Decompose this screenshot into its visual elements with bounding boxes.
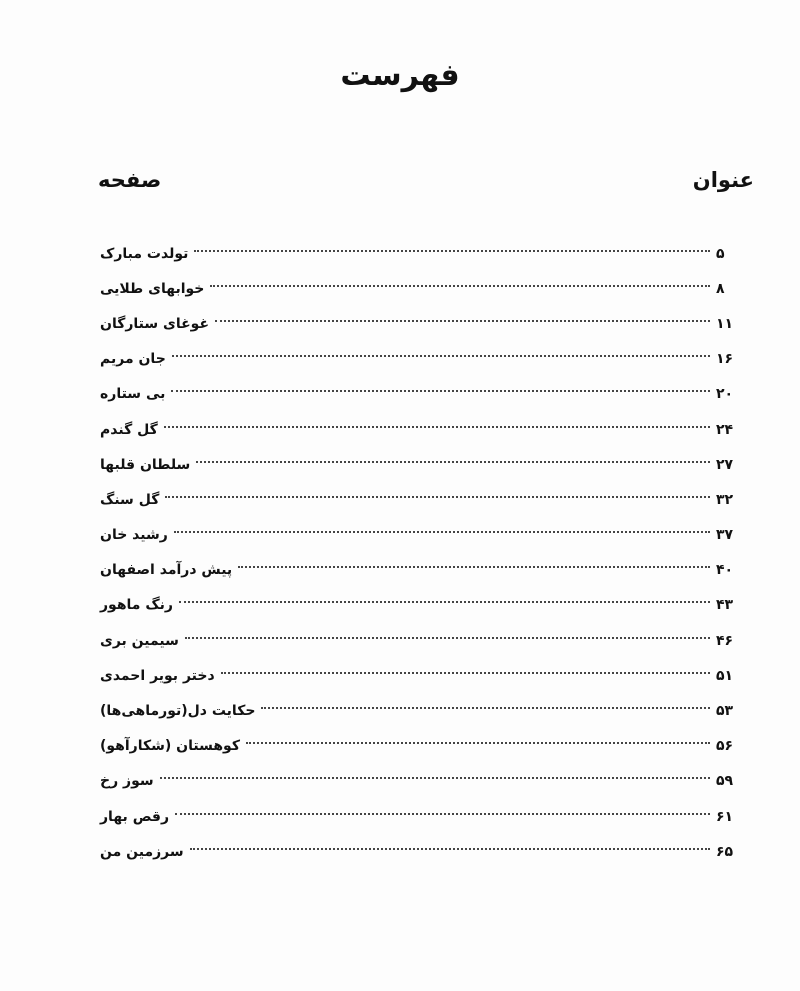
toc-row [96, 271, 742, 306]
toc-row [96, 658, 742, 693]
toc-page-number: ۲۴ [716, 421, 734, 438]
dot-leader [238, 566, 710, 568]
toc-row [96, 693, 742, 728]
toc-row [96, 729, 742, 764]
dot-leader [179, 601, 710, 603]
toc-page-number: ۴۳ [716, 597, 734, 614]
toc-page-number: ۲۰ [716, 386, 734, 403]
toc-entry-title: خوابهای طلایی [100, 280, 205, 297]
dot-leader [196, 461, 710, 463]
toc-row [96, 342, 742, 377]
toc-row [96, 588, 742, 623]
toc-entry-title: سیمین بری [100, 632, 179, 649]
toc-entry-title: تولدت مبارک [100, 245, 189, 262]
toc-page-number: ۴۰ [716, 562, 734, 579]
toc-row [96, 799, 742, 834]
toc-page-number: ۵۶ [716, 738, 734, 755]
dot-leader [185, 637, 710, 639]
dot-leader [164, 426, 710, 428]
toc-row [96, 764, 742, 799]
dot-leader [221, 672, 710, 674]
toc-page-number: ۸ [716, 280, 725, 297]
page-column-header: صفحه [98, 168, 162, 192]
toc-page-number: ۳۲ [716, 491, 734, 508]
toc-entry-title: حکایت دل(تورماهی‌ها) [100, 703, 256, 720]
toc-page-number: ۶۵ [716, 843, 734, 860]
toc-row [96, 834, 742, 869]
toc-entry-title: سلطان قلبها [100, 456, 191, 473]
dot-leader [190, 848, 710, 850]
toc-row [96, 518, 742, 553]
dot-leader [165, 496, 710, 498]
entry-column-header: عنوان [692, 168, 754, 192]
toc-page-number: ۲۷ [716, 456, 734, 473]
dot-leader [261, 707, 710, 709]
page-title: فهرست [340, 58, 460, 93]
toc-entry-title: رشید خان [100, 527, 168, 544]
table-of-contents [96, 236, 742, 869]
toc-row [96, 306, 742, 341]
toc-entry-title: جان مریم [100, 351, 166, 368]
toc-entry-title: رقص بهار [100, 808, 170, 825]
toc-page-number: ۱۱ [716, 315, 734, 332]
toc-entry-title: کوهستان (شکارآهو) [100, 738, 240, 755]
toc-entry-title: سوز رخ [100, 773, 154, 790]
toc-entry-title: بی ستاره [100, 386, 166, 403]
toc-entry-title: گل سنگ [100, 491, 160, 508]
toc-row [96, 482, 742, 517]
toc-entry-title: پیش درآمد اصفهان [100, 562, 233, 579]
toc-page-number: ۴۶ [716, 632, 734, 649]
toc-page-number: ۳۷ [716, 527, 734, 544]
toc-row [96, 377, 742, 412]
toc-row [96, 412, 742, 447]
toc-entry-title: غوغای ستارگان [100, 315, 210, 332]
dot-leader [160, 777, 710, 779]
dot-leader [215, 320, 710, 322]
dot-leader [175, 813, 710, 815]
toc-row [96, 236, 742, 271]
toc-entry-title: رنگ ماهور [100, 597, 173, 614]
toc-page-number: ۱۶ [716, 351, 734, 368]
dot-leader [171, 390, 710, 392]
toc-entry-title: دختر بویر احمدی [100, 667, 215, 684]
dot-leader [210, 285, 710, 287]
toc-page-number: ۵۱ [716, 667, 734, 684]
dot-leader [174, 531, 710, 533]
toc-page-number: ۵ [716, 245, 725, 262]
toc-row [96, 623, 742, 658]
dot-leader [246, 742, 710, 744]
toc-entry-title: سرزمین من [100, 843, 184, 860]
toc-row [96, 553, 742, 588]
toc-page-number: ۵۳ [716, 703, 734, 720]
toc-page-number: ۵۹ [716, 773, 734, 790]
toc-entry-title: گل گندم [100, 421, 158, 438]
toc-page-number: ۶۱ [716, 808, 734, 825]
dot-leader [172, 355, 710, 357]
dot-leader [194, 250, 710, 252]
toc-row [96, 447, 742, 482]
